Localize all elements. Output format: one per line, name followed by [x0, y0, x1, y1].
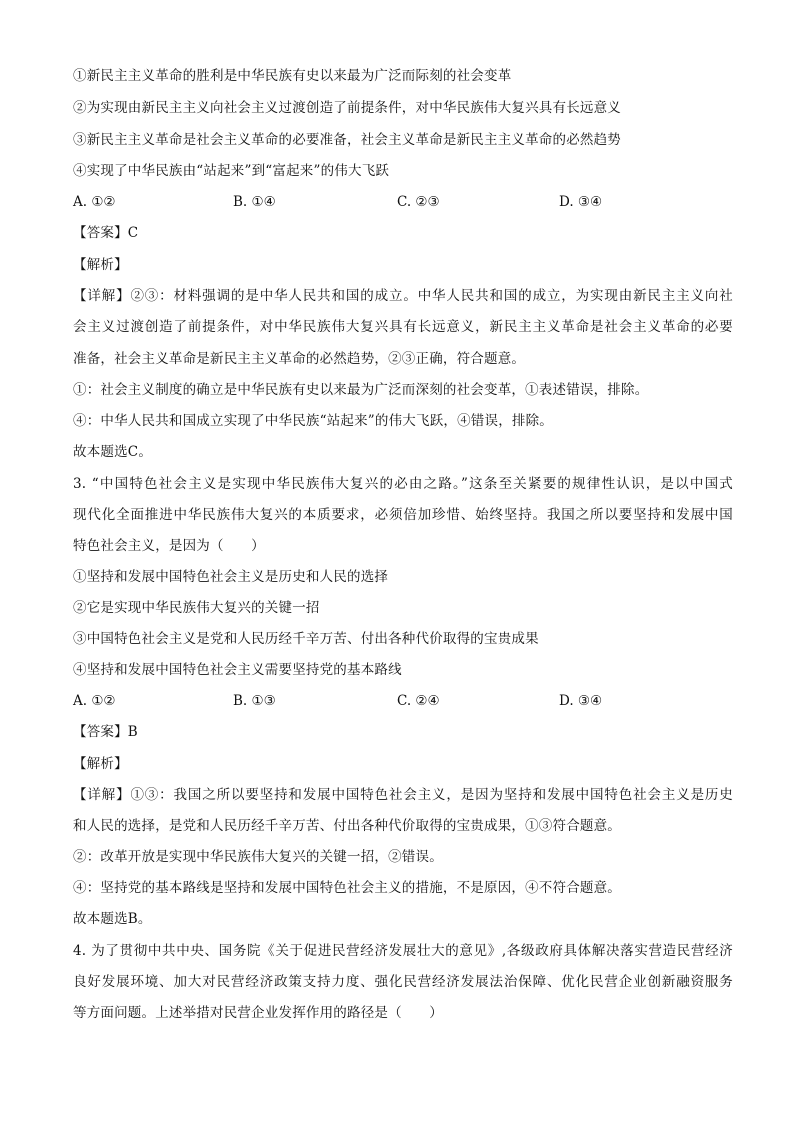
- q3-detail-line: ②：改革开放是实现中华民族伟大复兴的关键一招，②错误。: [73, 849, 443, 865]
- q4-stem-line: 良好发展环境、加大对民营经济政策支持力度、强化民营经济发展法治保障、优化民营企业创新融资服务: [73, 974, 733, 990]
- q3-detail-line: 和人民的选择，是党和人民历经千辛万苦、付出各种代价取得的宝贵成果，①③符合题意。: [73, 818, 621, 834]
- q3-item-2: ②它是实现中华民族伟大复兴的关键一招: [73, 600, 320, 616]
- q3-item-1: ①坚持和发展中国特色社会主义是历史和人民的选择: [73, 569, 389, 585]
- q2-option-c: C. ②③: [397, 194, 440, 210]
- q3-option-b: B. ①③: [233, 693, 276, 709]
- q2-conclusion: 故本题选C。: [73, 444, 153, 460]
- q2-detail-line: 会主义过渡创造了前提条件，对中华民族伟大复兴具有长远意义，新民主主义革命是社会主义革命的必要: [73, 319, 733, 335]
- q3-option-d: D. ③④: [559, 693, 603, 709]
- q3-item-4: ④坚持和发展中国特色社会主义需要坚持党的基本路线: [73, 662, 402, 678]
- q3-option-c: C. ②④: [397, 693, 440, 709]
- q3-detail-line: 【详解】①③：我国之所以要坚持和发展中国特色社会主义，是因为坚持和发展中国特色社会主义是历史: [73, 787, 733, 803]
- q3-analysis-label: 【解析】: [73, 756, 128, 772]
- q3-option-a: A. ①②: [73, 693, 116, 709]
- q3-answer: 【答案】B: [73, 724, 138, 740]
- q2-option-b: B. ①④: [233, 194, 276, 210]
- q2-option-a: A. ①②: [73, 194, 116, 210]
- q2-item-4: ④实现了中华民族由“站起来”到“富起来”的伟大飞跃: [73, 163, 390, 179]
- q3-item-3: ③中国特色社会主义是党和人民历经千辛万苦、付出各种代价取得的宝贵成果: [73, 631, 539, 647]
- q3-options: [73, 691, 733, 711]
- q2-detail-line: 【详解】②③：材料强调的是中华人民共和国的成立。中华人民共和国的成立，为实现由新民主主义向社: [73, 288, 733, 304]
- q2-analysis-label: 【解析】: [73, 257, 128, 273]
- q2-item-3: ③新民主主义革命是社会主义革命的必要准备，社会主义革命是新民主主义革命的必然趋势: [73, 132, 621, 148]
- q2-detail-line: 准备，社会主义革命是新民主主义革命的必然趋势，②③正确，符合题意。: [73, 351, 526, 367]
- q3-stem-line: 3. “中国特色社会主义是实现中华民族伟大复兴的必由之路。”这条至关紧要的规律性认识，是以中国式: [73, 476, 733, 492]
- q4-stem-line: 4. 为了贯彻中共中央、国务院《关于促进民营经济发展壮大的意见》,各级政府具体解决落实营造民营经济: [73, 943, 733, 959]
- q2-item-2: ②为实现由新民主主义向社会主义过渡创造了前提条件，对中华民族伟大复兴具有长远意义: [73, 100, 621, 116]
- q2-detail-line: ①：社会主义制度的确立是中华民族有史以来最为广泛而深刻的社会变革，①表述错误，排除。: [73, 382, 649, 398]
- q2-options: [73, 192, 733, 212]
- q3-detail-line: ④：坚持党的基本路线是坚持和发展中国特色社会主义的措施，不是原因，④不符合题意。: [73, 880, 621, 896]
- q3-conclusion: 故本题选B。: [73, 911, 152, 927]
- q4-stem-line: 等方面问题。上述举措对民营企业发挥作用的路径是（ ）: [73, 1005, 443, 1021]
- q3-stem-line: 现代化全面推进中华民族伟大复兴的本质要求，必须倍加珍惜、始终坚持。我国之所以要坚持和发展中国: [73, 507, 733, 523]
- q3-stem-line: 特色社会主义，是因为（ ）: [73, 538, 265, 554]
- q2-option-d: D. ③④: [559, 194, 603, 210]
- q2-answer: 【答案】C: [73, 225, 139, 241]
- q2-item-1: ①新民主主义革命的胜利是中华民族有史以来最为广泛而际刻的社会变革: [73, 68, 512, 84]
- q2-detail-line: ④：中华人民共和国成立实现了中华民族“站起来”的伟大飞跃，④错误，排除。: [73, 413, 554, 429]
